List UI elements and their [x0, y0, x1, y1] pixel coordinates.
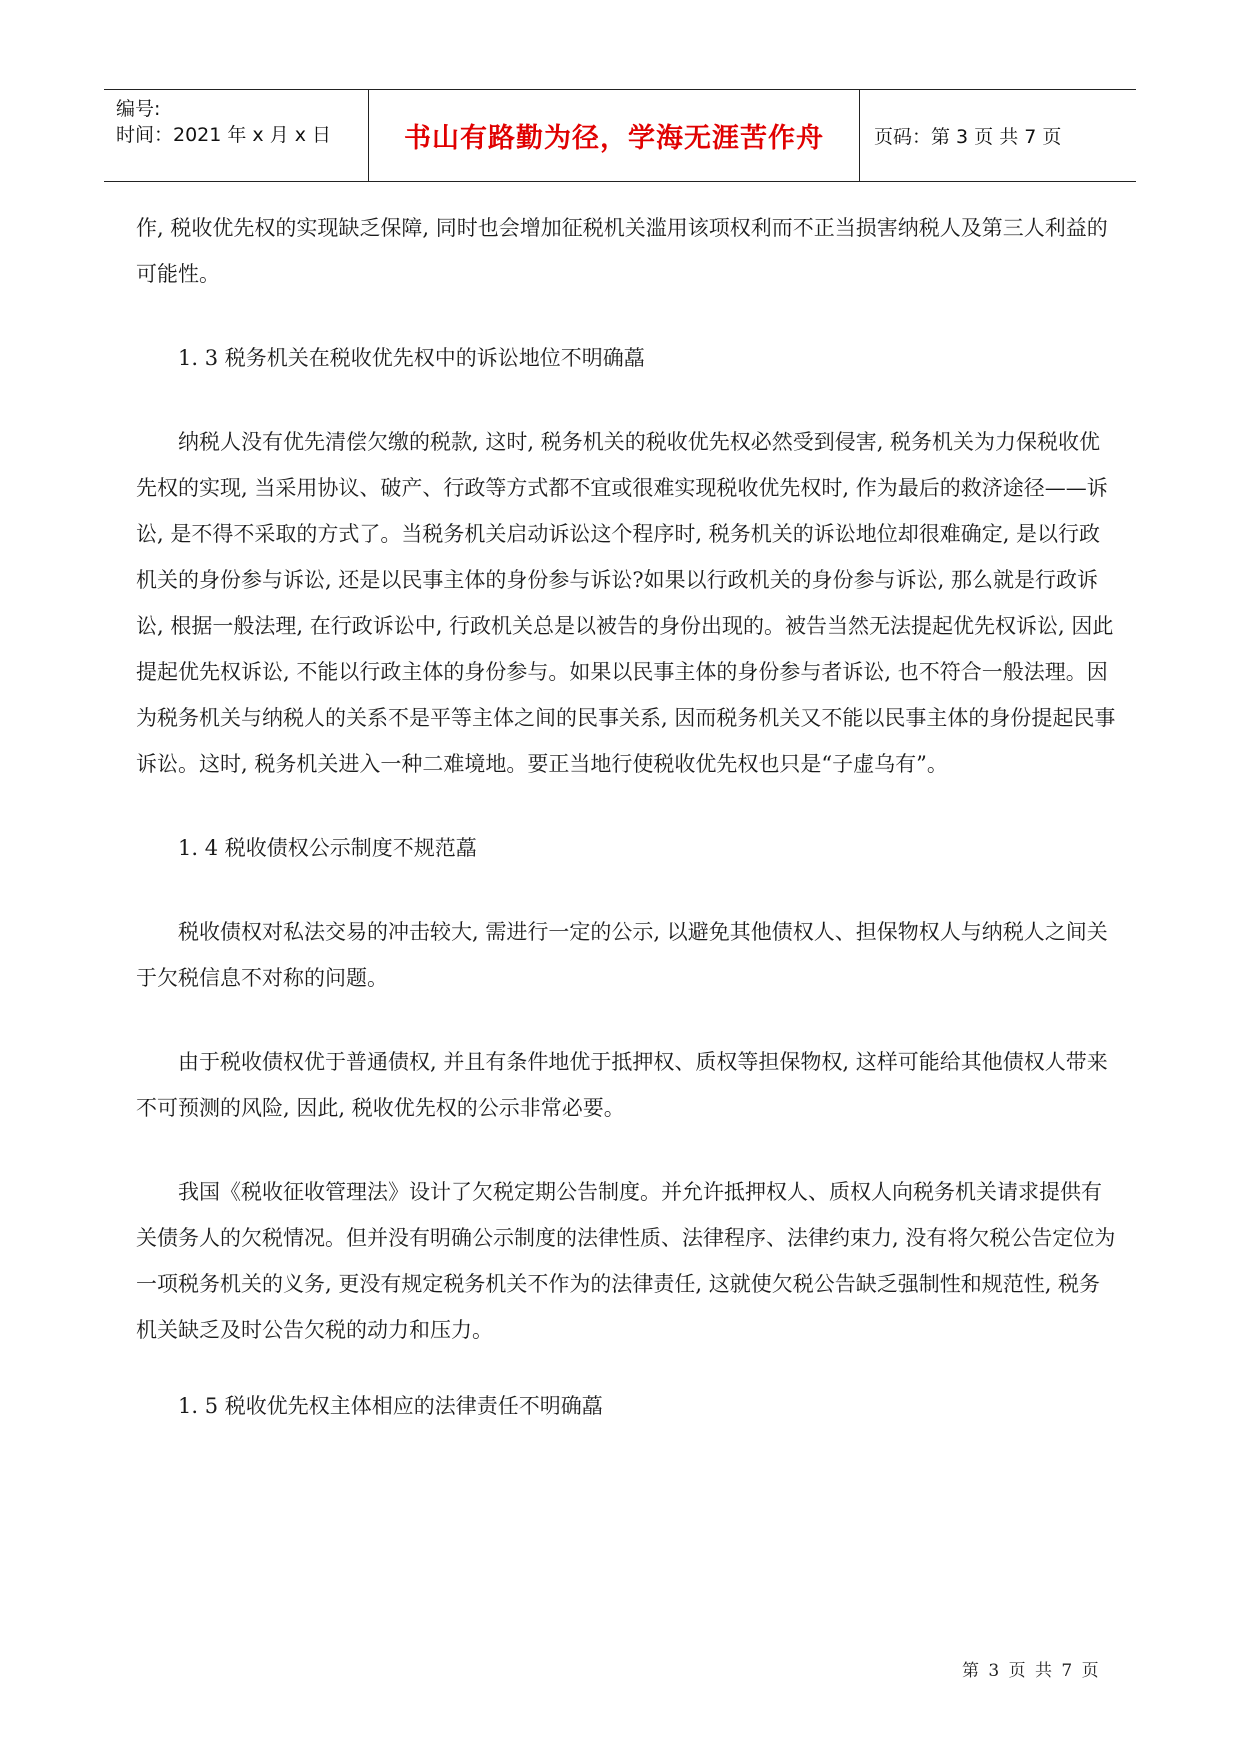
page-header — [104, 89, 1136, 182]
body-paragraph: 作, 税收优先权的实现缺乏保障, 同时也会增加征税机关滥用该项权利而不正当损害纳税人及第三人利益的可能性。 — [136, 216, 1108, 286]
body-paragraph: 由于税收债权优于普通债权, 并且有条件地优于抵押权、质权等担保物权, 这样可能给其他债权人带来不可预测的风险, 因此, 税收优先权的公示非常必要。 — [136, 1050, 1108, 1120]
body-paragraph: 我国《税收征收管理法》设计了欠税定期公告制度。并允许抵押权人、质权人向税务机关请求提供有关债务人的欠税情况。但并没有明确公示制度的法律性质、法律程序、法律约束力, 没有将欠税公告定位为一项税务机关的义务, 更没有规定税务机关不作为的法律责任, 这就使欠税公告缺乏强制性和规范性, 税务机关缺乏及时公告欠税的动力和压力。 — [136, 1180, 1116, 1342]
document-time-label: 时间：2021 年 x 月 x 日 — [116, 124, 332, 146]
header-motto: 书山有路勤为径，学海无涯苦作舟 — [369, 90, 860, 181]
document-body — [136, 205, 1116, 1429]
section-heading-1-5: 1. 5 税收优先权主体相应的法律责任不明确藠 — [178, 1394, 603, 1418]
body-paragraph: 税收债权对私法交易的冲击较大, 需进行一定的公示, 以避免其他债权人、担保物权人与纳税人之间关于欠税信息不对称的问题。 — [136, 920, 1108, 990]
header-page-number: 页码：第 3 页 共 7 页 — [874, 126, 1062, 148]
body-paragraph: 纳税人没有优先清偿欠缴的税款, 这时, 税务机关的税收优先权必然受到侵害, 税务机关为力保税收优先权的实现, 当采用协议、破产、行政等方式都不宜或很难实现税收优先权时, 作为最后的救济途径——诉讼, 是不得不采取的方式了。当税务机关启动诉讼这个程序时, 税务机关的诉讼地位却很难确定, 是以行政机关的身份参与诉讼, 还是以民事主体的身份参与诉讼?如果以行政机关的身份参与诉讼, 那么就是行政诉讼, 根据一般法理, 在行政诉讼中, 行政机关总是以被告的身份出现的。被告当然无法提起优先权诉讼, 因此提起优先权诉讼, 不能以行政主体的身份参与。如果以民事主体的身份参与者诉讼, 也不符合一般法理。因为税务机关与纳税人的关系不是平等主体之间的民事关系, 因而税务机关又不能以民事主体的身份提起民事诉讼。这时, 税务机关进入一种二难境地。要正当地行使税收优先权也只是“子虚乌有”。 — [136, 430, 1116, 776]
document-number-label: 编号: — [116, 98, 161, 120]
section-heading-1-4: 1. 4 税收债权公示制度不规范藠 — [178, 836, 477, 860]
header-meta — [104, 90, 369, 181]
section-heading-1-3: 1. 3 税务机关在税收优先权中的诉讼地位不明确藠 — [178, 346, 645, 370]
page-footer: 第 3 页 共 7 页 — [962, 1661, 1101, 1681]
